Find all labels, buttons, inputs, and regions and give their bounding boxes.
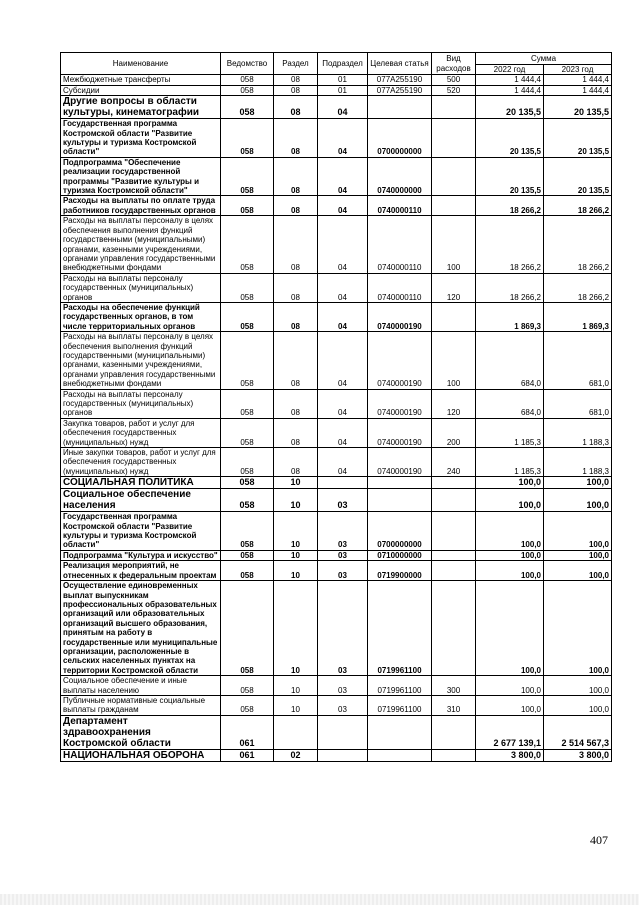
cell-kind	[432, 477, 476, 489]
cell-name: Подпрограмма "Культура и искусство"	[61, 550, 221, 560]
cell-name: Подпрограмма "Обеспечение реализации государственной программы "Развитие культуры и туризма Костромской области"	[61, 157, 221, 196]
cell-sum-2022: 100,0	[476, 489, 544, 512]
table-row	[61, 448, 612, 477]
cell-sum-2023: 18 266,2	[544, 196, 612, 216]
cell-dept: 058	[221, 695, 274, 715]
cell-dept: 061	[221, 749, 274, 761]
header-kind: Вид расходов	[432, 53, 476, 75]
cell-subsection: 03	[318, 489, 368, 512]
table-row	[61, 561, 612, 581]
cell-kind: 310	[432, 695, 476, 715]
cell-sum-2023: 18 266,2	[544, 273, 612, 302]
cell-dept: 058	[221, 550, 274, 560]
cell-dept: 058	[221, 96, 274, 119]
cell-dept: 058	[221, 273, 274, 302]
cell-sum-2023: 100,0	[544, 581, 612, 676]
cell-dept: 058	[221, 561, 274, 581]
cell-dept: 058	[221, 119, 274, 158]
cell-sum-2022: 684,0	[476, 389, 544, 418]
cell-kind	[432, 512, 476, 551]
header-row	[61, 53, 612, 65]
cell-sum-2023: 1 444,4	[544, 75, 612, 85]
cell-kind: 200	[432, 418, 476, 447]
cell-subsection	[318, 749, 368, 761]
cell-target: 0700000000	[368, 512, 432, 551]
cell-dept: 058	[221, 75, 274, 85]
cell-subsection: 04	[318, 302, 368, 331]
cell-sum-2022: 20 135,5	[476, 96, 544, 119]
cell-sum-2022: 20 135,5	[476, 119, 544, 158]
cell-kind	[432, 489, 476, 512]
cell-kind	[432, 749, 476, 761]
cell-sum-2023: 1 869,3	[544, 302, 612, 331]
cell-section: 08	[274, 75, 318, 85]
cell-target: 0740000190	[368, 418, 432, 447]
cell-kind: 520	[432, 85, 476, 95]
cell-target: 0719900000	[368, 561, 432, 581]
cell-name: Публичные нормативные социальные выплаты гражданам	[61, 695, 221, 715]
cell-kind: 300	[432, 676, 476, 696]
cell-target: 0719961100	[368, 695, 432, 715]
cell-name: Департамент здравоохранения Костромской области	[61, 715, 221, 749]
cell-sum-2023: 1 444,4	[544, 85, 612, 95]
cell-section	[274, 715, 318, 749]
cell-target: 0740000110	[368, 273, 432, 302]
cell-sum-2023: 20 135,5	[544, 96, 612, 119]
cell-section: 10	[274, 550, 318, 560]
cell-name: Иные закупки товаров, работ и услуг для обеспечения государственных (муниципальных) нужд	[61, 448, 221, 477]
cell-name: Расходы на обеспечение функций государственных органов, в том числе территориальных органов	[61, 302, 221, 331]
cell-target: 0740000000	[368, 157, 432, 196]
cell-subsection: 03	[318, 695, 368, 715]
cell-sum-2023: 100,0	[544, 512, 612, 551]
cell-sum-2023: 681,0	[544, 332, 612, 389]
cell-sum-2023: 20 135,5	[544, 119, 612, 158]
cell-name: Осуществление единовременных выплат выпускникам профессиональных образовательных организаций или образовательных организаций высшего образования, принятым на работу в государственные или муниципальные организации, расположенные в сельских населенных пунктах на территории Костромской области	[61, 581, 221, 676]
cell-section: 08	[274, 448, 318, 477]
table-row	[61, 157, 612, 196]
cell-kind: 240	[432, 448, 476, 477]
cell-subsection: 04	[318, 96, 368, 119]
cell-section: 10	[274, 512, 318, 551]
cell-dept: 058	[221, 196, 274, 216]
table-row	[61, 96, 612, 119]
cell-section: 08	[274, 332, 318, 389]
cell-sum-2022: 1 185,3	[476, 448, 544, 477]
cell-target: 0740000190	[368, 448, 432, 477]
cell-sum-2022: 1 444,4	[476, 75, 544, 85]
cell-sum-2022: 1 869,3	[476, 302, 544, 331]
cell-dept: 058	[221, 418, 274, 447]
cell-subsection: 04	[318, 119, 368, 158]
cell-sum-2022: 684,0	[476, 332, 544, 389]
cell-target: 077A255190	[368, 75, 432, 85]
table-row	[61, 489, 612, 512]
header-section: Раздел	[274, 53, 318, 75]
cell-name: Межбюджетные трансферты	[61, 75, 221, 85]
cell-sum-2023: 1 188,3	[544, 448, 612, 477]
cell-subsection: 04	[318, 157, 368, 196]
cell-sum-2022: 18 266,2	[476, 273, 544, 302]
cell-section: 08	[274, 302, 318, 331]
cell-target: 0719961100	[368, 581, 432, 676]
table-row	[61, 477, 612, 489]
cell-sum-2023: 20 135,5	[544, 157, 612, 196]
cell-dept: 058	[221, 216, 274, 273]
cell-name: НАЦИОНАЛЬНАЯ ОБОРОНА	[61, 749, 221, 761]
table-row	[61, 581, 612, 676]
cell-sum-2023: 100,0	[544, 695, 612, 715]
table-body	[61, 75, 612, 761]
cell-name: Социальное обеспечение населения	[61, 489, 221, 512]
cell-sum-2023: 100,0	[544, 477, 612, 489]
cell-section: 08	[274, 418, 318, 447]
cell-section: 10	[274, 489, 318, 512]
cell-section: 08	[274, 85, 318, 95]
cell-sum-2022: 100,0	[476, 512, 544, 551]
cell-name: Государственная программа Костромской области "Развитие культуры и туризма Костромской области"	[61, 512, 221, 551]
cell-sum-2023: 100,0	[544, 489, 612, 512]
cell-kind: 120	[432, 273, 476, 302]
cell-dept: 058	[221, 332, 274, 389]
cell-kind	[432, 96, 476, 119]
cell-sum-2022: 20 135,5	[476, 157, 544, 196]
table-row	[61, 273, 612, 302]
cell-dept: 061	[221, 715, 274, 749]
cell-sum-2022: 100,0	[476, 477, 544, 489]
cell-sum-2022: 18 266,2	[476, 196, 544, 216]
cell-subsection: 04	[318, 196, 368, 216]
cell-target	[368, 715, 432, 749]
cell-target: 077A255190	[368, 85, 432, 95]
cell-section: 10	[274, 695, 318, 715]
table-row	[61, 512, 612, 551]
cell-section: 08	[274, 96, 318, 119]
cell-subsection: 04	[318, 332, 368, 389]
cell-sum-2023: 1 188,3	[544, 418, 612, 447]
page-number: 407	[590, 833, 608, 847]
table-row	[61, 196, 612, 216]
table-row	[61, 695, 612, 715]
cell-sum-2022: 100,0	[476, 695, 544, 715]
table-row	[61, 418, 612, 447]
cell-target	[368, 489, 432, 512]
cell-sum-2023: 3 800,0	[544, 749, 612, 761]
header-name: Наименование	[61, 53, 221, 75]
cell-sum-2023: 100,0	[544, 550, 612, 560]
cell-subsection: 03	[318, 676, 368, 696]
cell-target: 0700000000	[368, 119, 432, 158]
budget-table	[60, 52, 612, 762]
cell-subsection: 03	[318, 550, 368, 560]
table-row	[61, 302, 612, 331]
cell-section: 08	[274, 119, 318, 158]
table-row	[61, 332, 612, 389]
table-row	[61, 550, 612, 560]
table-row	[61, 715, 612, 749]
cell-sum-2022: 100,0	[476, 581, 544, 676]
cell-section: 02	[274, 749, 318, 761]
cell-dept: 058	[221, 477, 274, 489]
cell-dept: 058	[221, 448, 274, 477]
cell-kind: 500	[432, 75, 476, 85]
cell-sum-2023: 681,0	[544, 389, 612, 418]
cell-name: Другие вопросы в области культуры, кинематографии	[61, 96, 221, 119]
cell-kind	[432, 561, 476, 581]
header-subsection: Подраздел	[318, 53, 368, 75]
cell-section: 08	[274, 157, 318, 196]
cell-section: 10	[274, 581, 318, 676]
cell-subsection: 03	[318, 561, 368, 581]
cell-subsection: 04	[318, 389, 368, 418]
cell-dept: 058	[221, 581, 274, 676]
cell-kind	[432, 196, 476, 216]
cell-kind	[432, 302, 476, 331]
cell-name: Расходы на выплаты персоналу государственных (муниципальных) органов	[61, 273, 221, 302]
table-row	[61, 676, 612, 696]
cell-name: Социальное обеспечение и иные выплаты населению	[61, 676, 221, 696]
cell-sum-2023: 100,0	[544, 561, 612, 581]
cell-section: 10	[274, 676, 318, 696]
cell-name: Реализация мероприятий, не отнесенных к федеральным проектам	[61, 561, 221, 581]
cell-subsection: 04	[318, 273, 368, 302]
cell-kind	[432, 715, 476, 749]
cell-target: 0740000190	[368, 389, 432, 418]
cell-dept: 058	[221, 157, 274, 196]
cell-subsection: 04	[318, 216, 368, 273]
cell-subsection: 01	[318, 85, 368, 95]
cell-kind: 120	[432, 389, 476, 418]
cell-target	[368, 749, 432, 761]
cell-target	[368, 477, 432, 489]
cell-kind	[432, 119, 476, 158]
cell-name: Расходы на выплаты персоналу в целях обеспечения выполнения функций государственными (муниципальными) органами, казенными учреждениями, органами управления государственными внебюджетными фондами	[61, 216, 221, 273]
cell-target	[368, 96, 432, 119]
cell-subsection	[318, 477, 368, 489]
table-row	[61, 389, 612, 418]
table-row	[61, 216, 612, 273]
cell-name: Расходы на выплаты по оплате труда работников государственных органов	[61, 196, 221, 216]
header-dept: Ведомство	[221, 53, 274, 75]
cell-section: 08	[274, 273, 318, 302]
cell-section: 10	[274, 477, 318, 489]
cell-subsection: 04	[318, 448, 368, 477]
cell-name: Расходы на выплаты персоналу государственных (муниципальных) органов	[61, 389, 221, 418]
cell-subsection: 01	[318, 75, 368, 85]
cell-target: 0740000110	[368, 216, 432, 273]
cell-name: СОЦИАЛЬНАЯ ПОЛИТИКА	[61, 477, 221, 489]
cell-sum-2023: 2 514 567,3	[544, 715, 612, 749]
cell-sum-2022: 1 444,4	[476, 85, 544, 95]
cell-dept: 058	[221, 676, 274, 696]
cell-kind: 100	[432, 332, 476, 389]
cell-kind	[432, 157, 476, 196]
cell-target: 0740000110	[368, 196, 432, 216]
cell-dept: 058	[221, 302, 274, 331]
cell-name: Расходы на выплаты персоналу в целях обеспечения выполнения функций государственными (муниципальными) органами, казенными учреждениями, органами управления государственными внебюджетными фондами	[61, 332, 221, 389]
table-row	[61, 85, 612, 95]
cell-sum-2022: 3 800,0	[476, 749, 544, 761]
cell-sum-2022: 1 185,3	[476, 418, 544, 447]
cell-target: 0719961100	[368, 676, 432, 696]
cell-target: 0740000190	[368, 302, 432, 331]
cell-dept: 058	[221, 512, 274, 551]
table-row	[61, 749, 612, 761]
cell-name: Закупка товаров, работ и услуг для обеспечения государственных (муниципальных) нужд	[61, 418, 221, 447]
cell-kind	[432, 581, 476, 676]
cell-subsection: 03	[318, 512, 368, 551]
scan-edge-strip	[0, 894, 639, 905]
cell-subsection: 04	[318, 418, 368, 447]
cell-kind: 100	[432, 216, 476, 273]
header-year-2022: 2022 год	[476, 65, 544, 75]
cell-name: Субсидии	[61, 85, 221, 95]
cell-section: 08	[274, 389, 318, 418]
cell-sum-2022: 100,0	[476, 676, 544, 696]
cell-sum-2023: 18 266,2	[544, 216, 612, 273]
header-year-2023: 2023 год	[544, 65, 612, 75]
table-row	[61, 119, 612, 158]
cell-sum-2022: 2 677 139,1	[476, 715, 544, 749]
cell-section: 10	[274, 561, 318, 581]
header-sum: Сумма	[476, 53, 612, 65]
cell-sum-2022: 100,0	[476, 550, 544, 560]
cell-kind	[432, 550, 476, 560]
cell-sum-2022: 18 266,2	[476, 216, 544, 273]
cell-subsection	[318, 715, 368, 749]
cell-section: 08	[274, 196, 318, 216]
cell-sum-2023: 100,0	[544, 676, 612, 696]
cell-target: 0740000190	[368, 332, 432, 389]
cell-name: Государственная программа Костромской области "Развитие культуры и туризма Костромской области"	[61, 119, 221, 158]
budget-sheet	[60, 52, 611, 762]
cell-subsection: 03	[318, 581, 368, 676]
cell-dept: 058	[221, 85, 274, 95]
table-row	[61, 75, 612, 85]
cell-dept: 058	[221, 489, 274, 512]
cell-sum-2022: 100,0	[476, 561, 544, 581]
cell-dept: 058	[221, 389, 274, 418]
cell-section: 08	[274, 216, 318, 273]
cell-target: 0710000000	[368, 550, 432, 560]
header-target: Целевая статья	[368, 53, 432, 75]
